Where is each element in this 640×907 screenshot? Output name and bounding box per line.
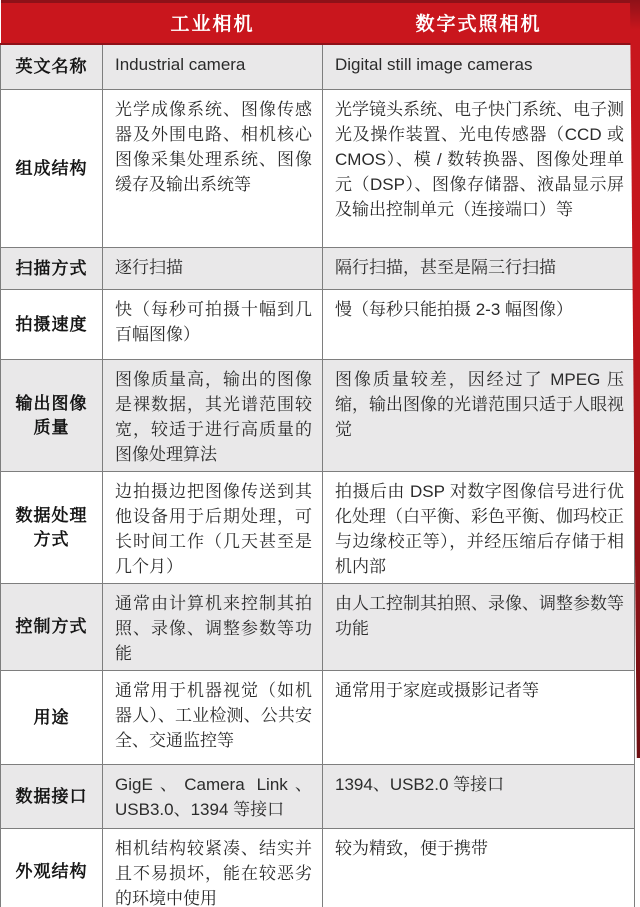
industrial-cell: 图像质量高，输出的图像是裸数据，其光谱范围较宽，较适于进行高质量的图像处理算法	[103, 360, 323, 472]
col-header-digital-camera: 数字式照相机	[323, 2, 635, 44]
table-row-control-mode	[1, 584, 635, 671]
table-row-usage	[1, 671, 635, 765]
row-label: 扫描方式	[1, 248, 103, 290]
row-label: 控制方式	[1, 584, 103, 671]
row-label: 数据接口	[1, 765, 103, 829]
industrial-cell: Industrial camera	[103, 44, 323, 90]
industrial-cell: 通常用于机器视觉（如机器人）、工业检测、公共安全、交通监控等	[103, 671, 323, 765]
col-header-industrial-camera: 工业相机	[103, 2, 323, 44]
digital-cell: 由人工控制其拍照、录像、调整参数等功能	[323, 584, 635, 671]
row-label: 用途	[1, 671, 103, 765]
digital-cell: 1394、USB2.0 等接口	[323, 765, 635, 829]
industrial-cell: 通常由计算机来控制其拍照、录像、调整参数等功能	[103, 584, 323, 671]
industrial-cell: 光学成像系统、图像传感器及外围电路、相机核心图像采集处理系统、图像缓存及输出系统等	[103, 90, 323, 248]
industrial-cell: GigE、Camera Link、USB3.0、1394 等接口	[103, 765, 323, 829]
table-row-shooting-speed	[1, 290, 635, 360]
industrial-cell: 相机结构较紧凑、结实并且不易损坏，能在较恶劣的环境中使用	[103, 829, 323, 907]
industrial-cell: 逐行扫描	[103, 248, 323, 290]
digital-cell: 隔行扫描，甚至是隔三行扫描	[323, 248, 635, 290]
row-label: 英文名称	[1, 44, 103, 90]
digital-cell: 通常用于家庭或摄影记者等	[323, 671, 635, 765]
digital-cell: 光学镜头系统、电子快门系统、电子测光及操作装置、光电传感器（CCD 或 CMOS）、模 / 数转换器、图像处理单元（DSP）、图像存储器、液晶显示屏及输出控制单元（连接端口）等	[323, 90, 635, 248]
table-row-composition	[1, 90, 635, 248]
industrial-cell: 边拍摄边把图像传送到其他设备用于后期处理，可长时间工作（几天甚至是几个月）	[103, 472, 323, 584]
table-row-data-interface	[1, 765, 635, 829]
table-row-scan-mode	[1, 248, 635, 290]
row-label: 组成结构	[1, 90, 103, 248]
row-label: 外观结构	[1, 829, 103, 907]
industrial-cell: 快（每秒可拍摄十幅到几百幅图像）	[103, 290, 323, 360]
row-label: 拍摄速度	[1, 290, 103, 360]
table-row-data-processing	[1, 472, 635, 584]
table-row-english-name	[1, 44, 635, 90]
row-label: 输出图像质量	[1, 360, 103, 472]
digital-cell: 图像质量较差，因经过了 MPEG 压缩，输出图像的光谱范围只适于人眼视觉	[323, 360, 635, 472]
digital-cell: 慢（每秒只能拍摄 2-3 幅图像）	[323, 290, 635, 360]
digital-cell: 拍摄后由 DSP 对数字图像信号进行优化处理（白平衡、彩色平衡、伽玛校正与边缘校正等），并经压缩后存储于相机内部	[323, 472, 635, 584]
row-label: 数据处理方式	[1, 472, 103, 584]
header-row	[1, 2, 635, 44]
corner-cell	[1, 2, 103, 44]
digital-cell: 较为精致，便于携带	[323, 829, 635, 907]
digital-cell: Digital still image cameras	[323, 44, 635, 90]
table-row-output-image-quality	[1, 360, 635, 472]
table-row-appearance	[1, 829, 635, 907]
